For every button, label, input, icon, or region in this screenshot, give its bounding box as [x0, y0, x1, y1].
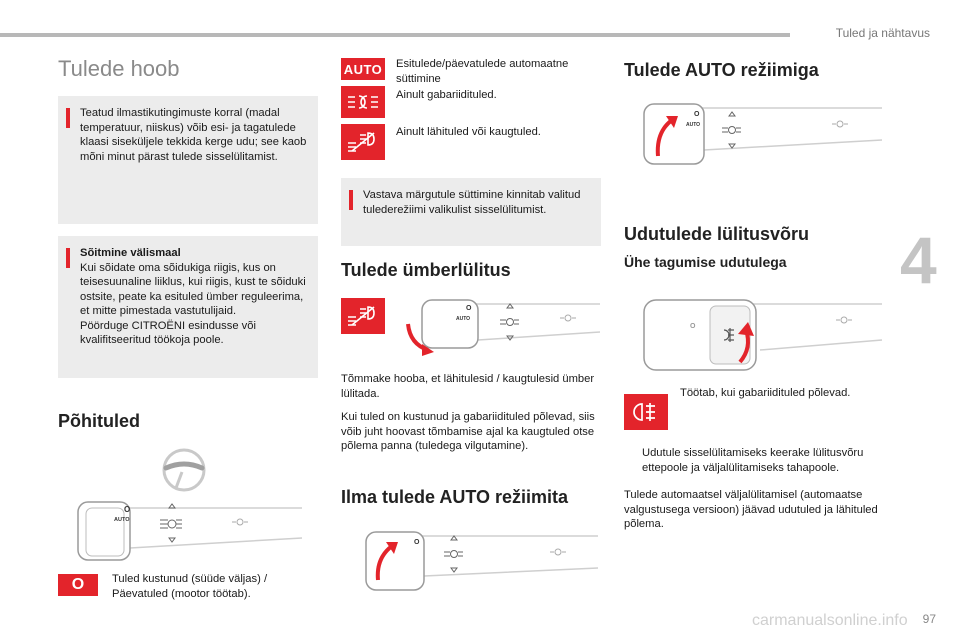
rear-fog-icon — [624, 394, 668, 430]
info-text-abroad — [80, 246, 308, 348]
illustration-beam-switch — [418, 296, 602, 360]
fog-ring-instruction: Udutule sisselülitamiseks keerake lülitusvõru ettepoole ja väljalülitamiseks tahapoole. — [642, 447, 864, 474]
section-title: Tuled ja nähtavus — [835, 26, 930, 40]
stalk-label-auto: AUTO — [114, 517, 130, 523]
illustration-auto-mode — [640, 100, 884, 172]
beam-lights-text: Ainult lähituled või kaugtuled. — [396, 126, 541, 138]
stalk-label-off: O — [690, 323, 696, 330]
section-title-lights-stalk: Tulede hoob — [58, 56, 180, 81]
info-text-indicator: Vastava märgutule süttimine kinnitab valitud tulederežiimi valikulist sisselülitumist. — [363, 189, 581, 216]
illustration-main-lights — [72, 448, 320, 570]
auto-label: AUTO — [343, 61, 383, 77]
pull-arrow-icon — [402, 320, 442, 360]
info-marker — [349, 190, 353, 210]
section-title-main-lights: Põhituled — [58, 411, 140, 431]
auto-mode-icon — [341, 58, 385, 80]
info-box-fog — [58, 96, 318, 224]
section-title-switch: Tulede ümberlülitus — [341, 260, 511, 280]
stalk-label-off: O — [466, 305, 472, 312]
beam-switch-icon — [341, 298, 385, 334]
section-title-fog-ring: Udutulede lülitusvõru — [624, 224, 810, 244]
illustration-fog-ring — [640, 296, 884, 376]
stalk-label-off: O — [694, 111, 700, 118]
info-text: Teatud ilmastikutingimuste korral (madal temperatuur, niiskus) võib esi- ja tagatulede klaasi siseküljele tekkida kerge udu; see kaob mõni minut pärast tulede sisselülitamist. — [80, 107, 307, 163]
illustration-no-auto — [362, 528, 600, 598]
sidelights-icon — [341, 86, 385, 118]
switch-text-1: Tõmmake hooba, et lähitulesid / kaugtulesid ümber lülitada. — [341, 373, 595, 400]
section-title-auto-mode: Tulede AUTO režiimiga — [624, 60, 819, 80]
info-body-2: Pöörduge CITROËNI esindusse või kvalifitseeritud töökoja poole. — [80, 319, 256, 347]
stalk-label-off: O — [124, 505, 131, 514]
off-label: O — [71, 576, 85, 593]
info-title: Sõitmine välismaal — [80, 247, 181, 259]
stalk-label-auto: AUTO — [456, 316, 471, 322]
subsection-title-rear-fog: Ühe tagumise udutulega — [624, 254, 787, 270]
info-marker — [66, 108, 70, 128]
beam-lights-icon — [341, 124, 385, 160]
section-title-no-auto: Ilma tulede AUTO režiimita — [341, 487, 569, 507]
auto-mode-text: Esitulede/päevatulede automaatne süttimine — [396, 58, 569, 85]
header-bar — [0, 33, 790, 37]
stalk-label-auto: AUTO — [686, 122, 701, 128]
rear-fog-text: Töötab, kui gabariidituled põlevad. — [680, 387, 851, 399]
stalk-label-off: O — [414, 539, 420, 546]
chapter-number: 4 — [900, 223, 937, 297]
info-body: Kui sõidate oma sõidukiga riigis, kus on teisesuunaline liiklus, kui riigis, kust te sõiduki ostsite, peate ka esituled ümber reguleerima, et mitte pimestada vastutulijaid. — [80, 261, 306, 318]
sidelights-text: Ainult gabariidituled. — [396, 89, 497, 101]
off-position-icon — [58, 574, 98, 596]
info-box-indicator — [341, 178, 601, 246]
off-position-text: Tuled kustunud (süüde väljas) / Päevatuled (mootor töötab). — [112, 573, 268, 600]
info-box-abroad — [58, 236, 318, 378]
page-number: 97 — [922, 612, 936, 626]
info-marker — [66, 248, 70, 268]
watermark: carmanualsonline.info — [752, 612, 908, 629]
auto-off-note: Tulede automaatsel väljalülitamisel (automaatse valgustusega versioon) jäävad udutuled ja lähituled põlema. — [624, 489, 878, 531]
switch-text-2: Kui tuled on kustunud ja gabariidituled põlevad, siis võib juht hoovast tõmbamise ajal ka kaugtuled otse põlema panna (tuledega vilgutamine). — [341, 411, 595, 453]
